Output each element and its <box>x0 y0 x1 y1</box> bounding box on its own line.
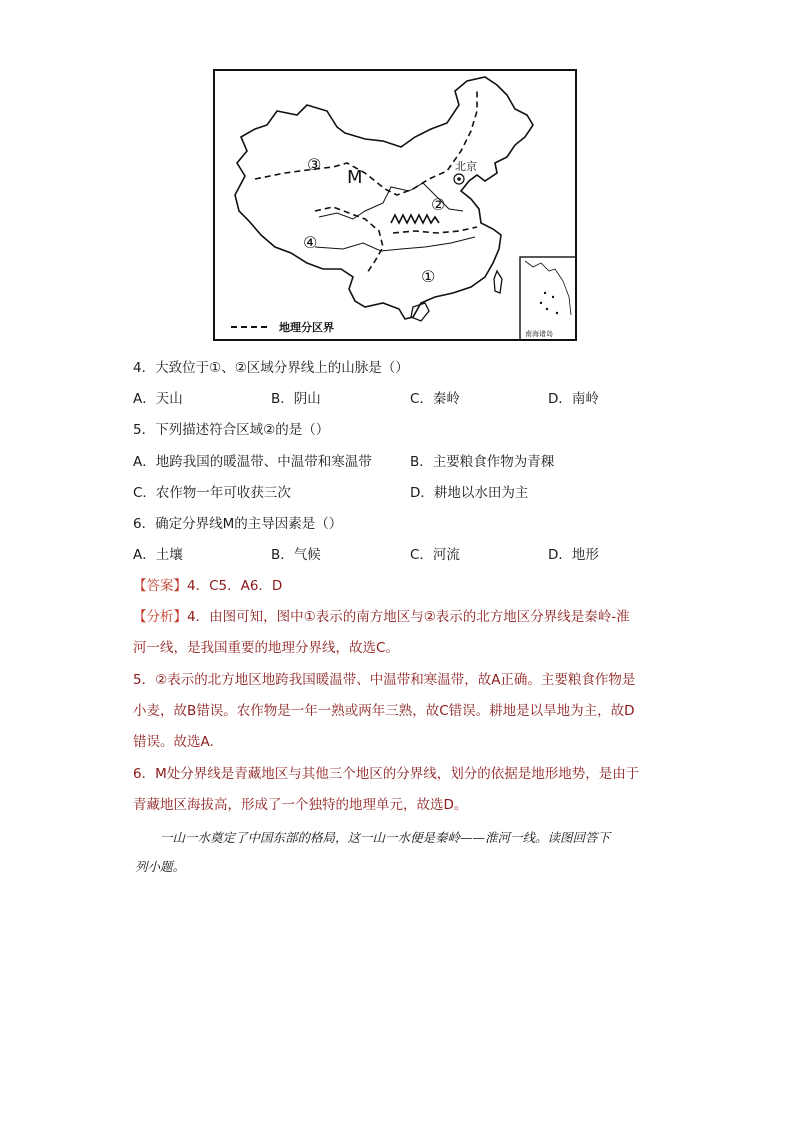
analysis-line-7: 青藏地区海拔高，形成了一个独特的地理单元，故选D。 <box>133 797 468 813</box>
question-5-option-c: C．农作物一年可收获三次 <box>133 485 291 501</box>
qinling-mountain-symbol <box>391 215 439 223</box>
analysis-line-6: 6．M处分界线是青藏地区与其他三个地区的分界线，划分的依据是地形地势，是由于 <box>133 766 640 782</box>
analysis-line-5: 错误。故选A. <box>133 734 214 750</box>
question-5-stem: 5．下列描述符合区域②的是（） <box>133 422 330 438</box>
question-6-option-b: B．气候 <box>271 547 321 563</box>
answer-tag: 【答案】 <box>133 578 187 594</box>
inset-label: 南海诸岛 <box>525 330 553 338</box>
analysis-line-4: 小麦，故B错误。农作物是一年一熟或两年三熟，故C错误。耕地是以旱地为主，故D <box>133 703 635 719</box>
analysis-line-1 <box>133 608 630 626</box>
boundary-m-label: M <box>347 167 363 188</box>
analysis-text-1: 4．由图可知，图中①表示的南方地区与②表示的北方地区分界线是秦岭-淮 <box>187 609 630 625</box>
taiwan-island <box>494 271 502 293</box>
question-5-option-a: A．地跨我国的暖温带、中温带和寒温带 <box>133 454 372 470</box>
question-6-stem: 6．确定分界线M的主导因素是（） <box>133 516 343 532</box>
china-outline-drawing <box>215 71 577 341</box>
question-4-option-b: B．阴山 <box>271 391 321 407</box>
boundary-qingzang <box>315 207 383 273</box>
question-5-option-d: D．耕地以水田为主 <box>410 485 529 501</box>
question-5-option-b: B．主要粮食作物为青稞 <box>410 454 555 470</box>
region-2-label: ② <box>431 195 446 214</box>
china-border <box>235 77 533 319</box>
region-1-label: ① <box>421 267 436 286</box>
question-4-option-a: A．天山 <box>133 391 183 407</box>
answer-line <box>133 577 282 595</box>
question-4-option-c: C．秦岭 <box>410 391 460 407</box>
question-6-option-c: C．河流 <box>410 547 460 563</box>
yangtze-river <box>315 237 475 251</box>
analysis-tag: 【分析】 <box>133 609 187 625</box>
analysis-line-3: 5．②表示的北方地区地跨我国暖温带、中温带和寒温带，故A正确。主要粮食作物是 <box>133 672 636 688</box>
question-6-option-d: D．地形 <box>548 547 599 563</box>
question-6-option-a: A．土壤 <box>133 547 183 563</box>
boundary-northwest <box>255 91 477 195</box>
region-3-label: ③ <box>307 155 322 174</box>
answer-text: 4．C5．A6．D <box>187 578 283 594</box>
legend-label: 地理分区界 <box>279 321 334 334</box>
china-region-map <box>213 69 577 341</box>
beijing-label: 北京 <box>455 160 477 173</box>
intro-line-1: 一山一水奠定了中国东部的格局，这一山一水便是秦岭——淮河一线。读图回答下 <box>160 830 611 845</box>
intro-line-2: 列小题。 <box>135 859 186 874</box>
question-4-stem: 4．大致位于①、②区域分界线上的山脉是（） <box>133 360 409 376</box>
boundary-huaihe <box>393 227 477 233</box>
analysis-line-2: 河一线，是我国重要的地理分界线，故选C。 <box>133 640 399 656</box>
question-4-option-d: D．南岭 <box>548 391 599 407</box>
region-4-label: ④ <box>303 233 318 252</box>
